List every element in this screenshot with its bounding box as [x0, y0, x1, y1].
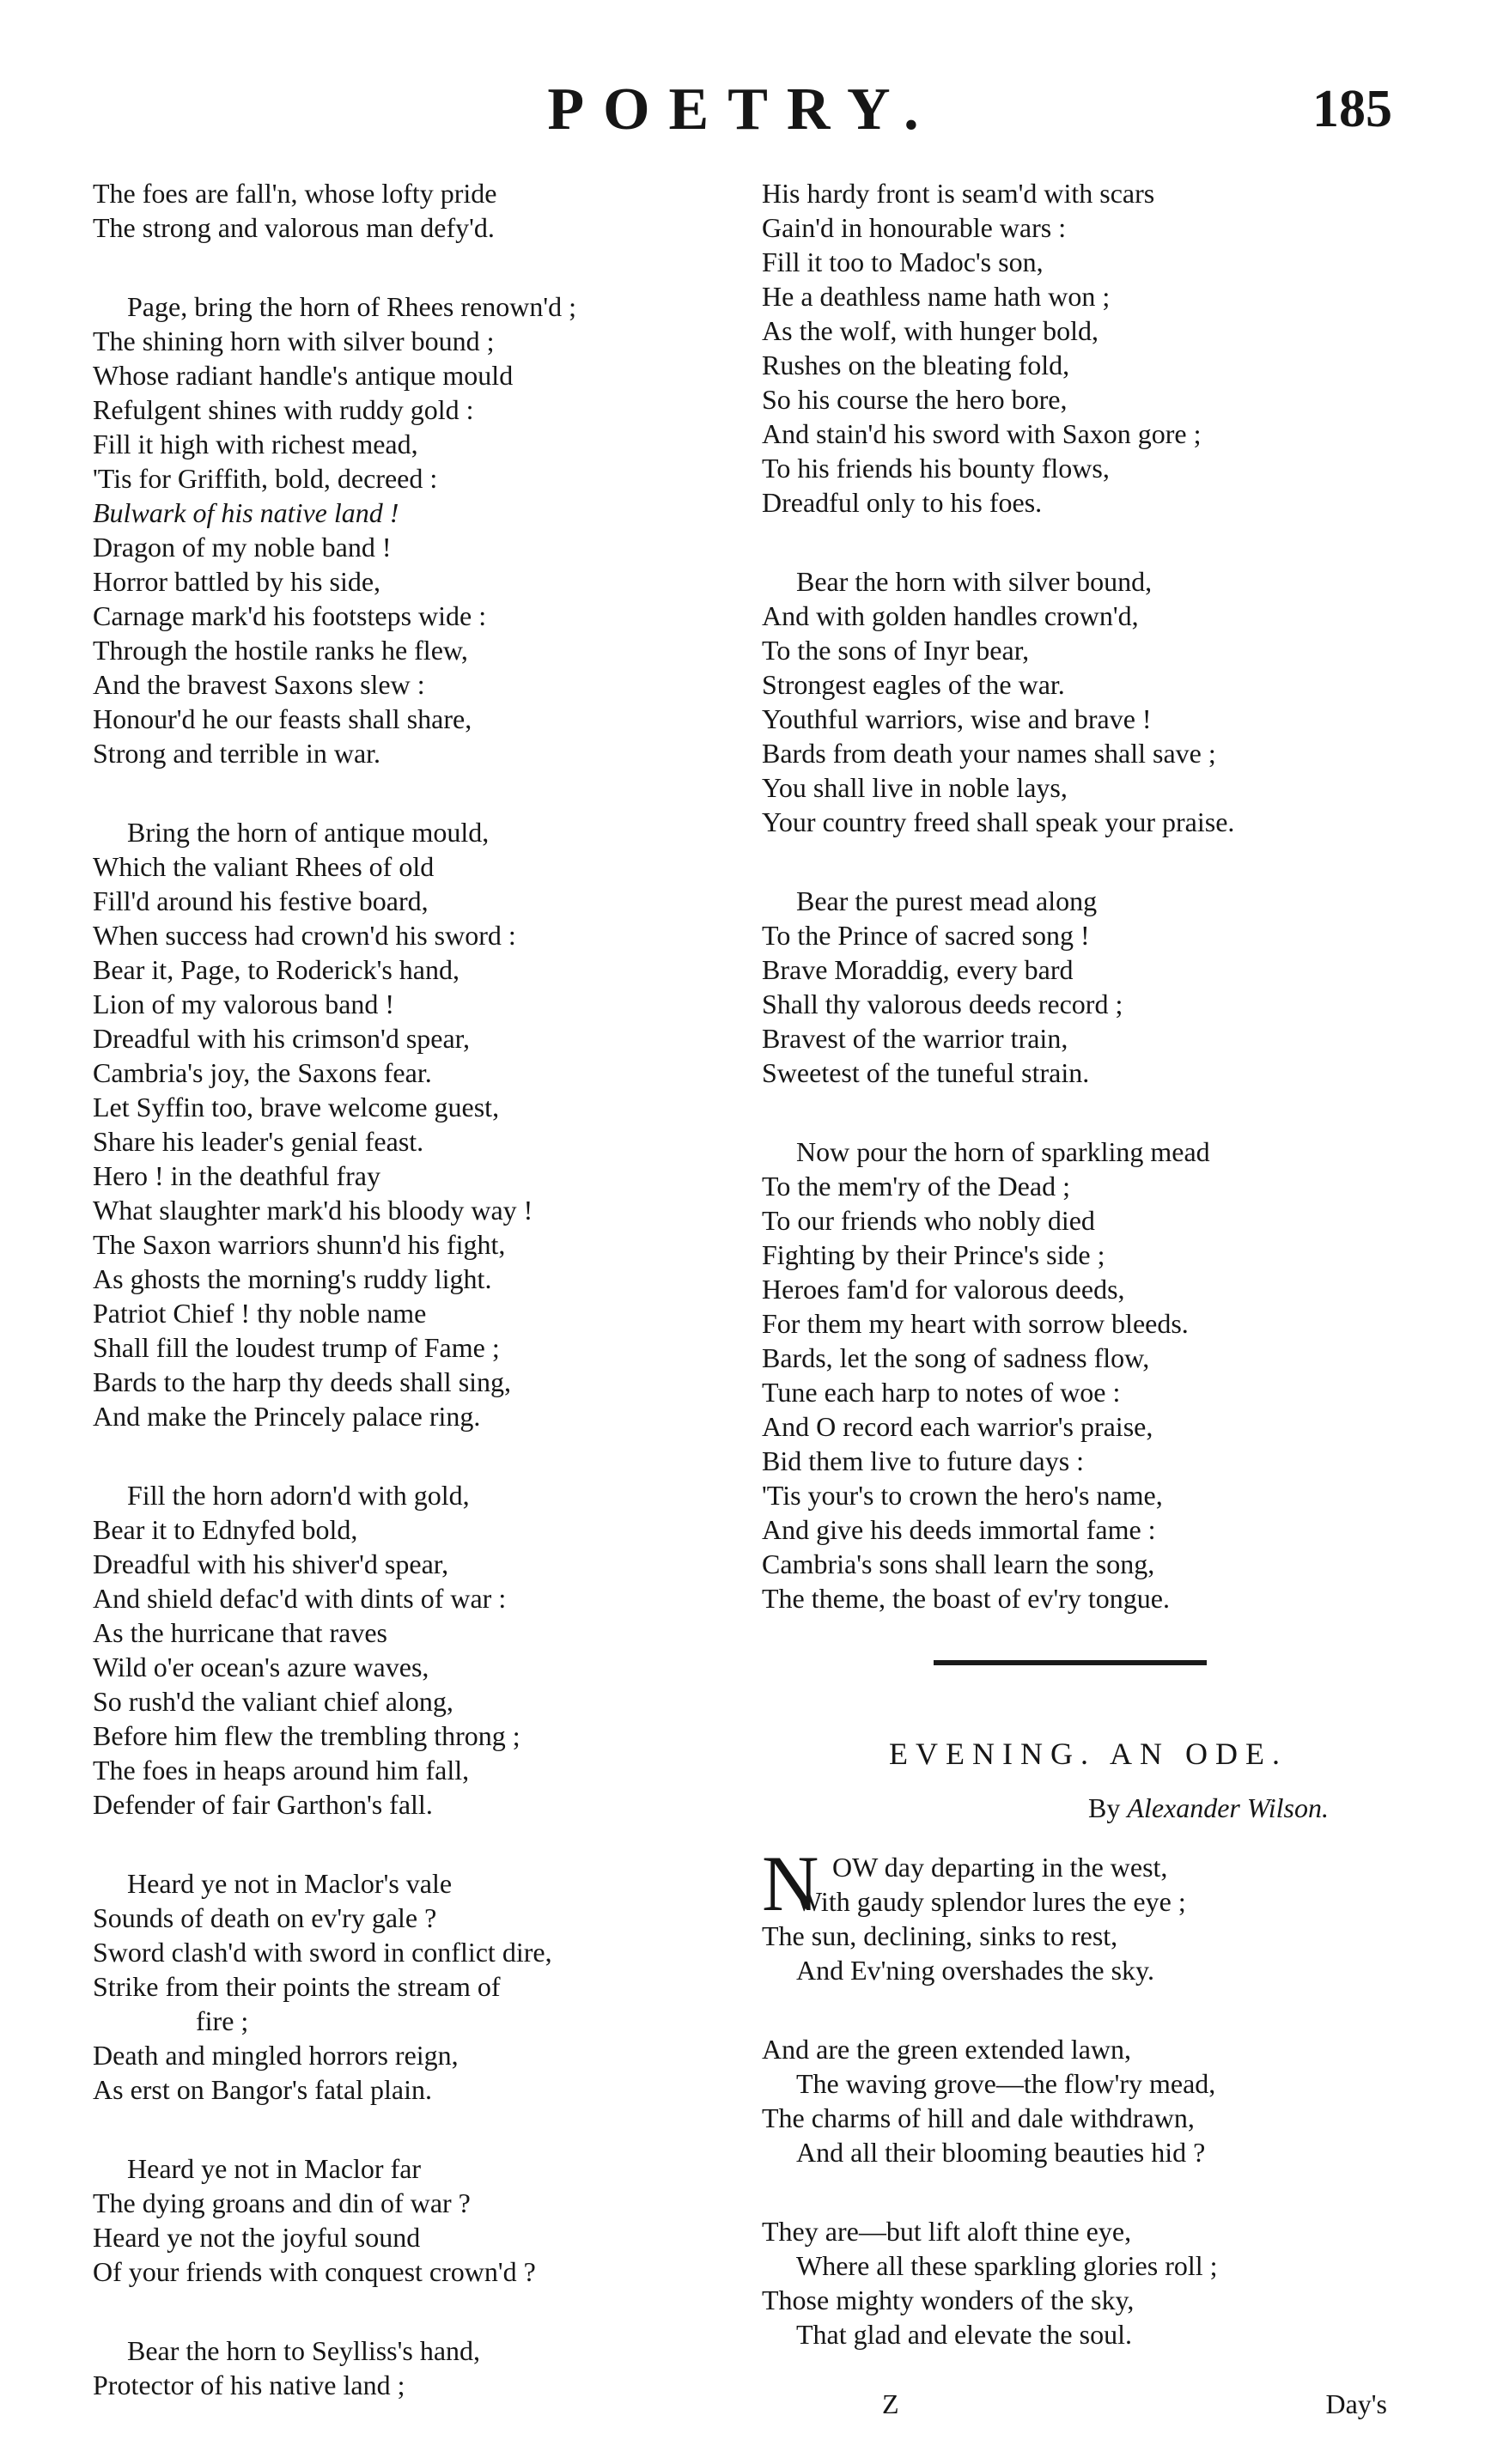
running-title: POETRY. — [547, 76, 938, 143]
verse-line: Defender of fair Garthon's fall. — [93, 1789, 433, 1820]
page-footer — [762, 2388, 1415, 2423]
verse-line: They are—but lift aloft thine eye, — [762, 2216, 1132, 2247]
verse-line: Those mighty wonders of the sky, — [762, 2285, 1135, 2315]
stanza — [93, 1478, 746, 1822]
verse-line: Shall fill the loudest trump of Fame ; — [93, 1332, 500, 1363]
verse-line: The foes are fall'n, whose lofty pride — [93, 178, 497, 209]
verse-line: Bear the purest mead along — [796, 885, 1098, 916]
verse-line: The waving grove—the flow'ry mead, — [796, 2068, 1216, 2099]
verse-line: Bear it, Page, to Roderick's hand, — [93, 954, 459, 985]
verse-line: Brave Moraddig, every bard — [762, 954, 1074, 985]
verse-line: Cambria's joy, the Saxons fear. — [93, 1057, 432, 1088]
byline-prefix: By — [1088, 1792, 1128, 1823]
verse-line: And shield defac'd with dints of war : — [93, 1583, 507, 1614]
verse-line: Cambria's sons shall learn the song, — [762, 1548, 1155, 1579]
verse-line: Hero ! in the deathful fray — [93, 1160, 380, 1191]
stanza — [93, 815, 746, 1433]
verse-line: Bards from death your names shall save ; — [762, 738, 1216, 769]
verse-line: Bid them live to future days : — [762, 1445, 1085, 1476]
verse-line: Dreadful with his shiver'd spear, — [93, 1548, 449, 1579]
verse-line-text: OW day departing in the west, — [832, 1852, 1168, 1883]
verse-line: And stain'd his sword with Saxon gore ; — [762, 418, 1202, 449]
verse-line: Bear the horn with silver bound, — [796, 566, 1153, 597]
verse-line: Fill it too to Madoc's son, — [762, 246, 1044, 277]
verse-line: Fighting by their Prince's side ; — [762, 1239, 1105, 1270]
stanza — [93, 1866, 746, 2107]
verse-line: As erst on Bangor's fatal plain. — [93, 2074, 433, 2105]
verse-line: As ghosts the morning's ruddy light. — [93, 1263, 492, 1294]
verse-line: So his course the hero bore, — [762, 384, 1068, 415]
ode-byline — [762, 1792, 1415, 1824]
verse-line: Heard ye not in Maclor far — [127, 2153, 422, 2184]
stanza — [762, 176, 1415, 520]
verse-line: To our friends who nobly died — [762, 1205, 1095, 1236]
stanza — [93, 176, 746, 245]
verse-line: Share his leader's genial feast. — [93, 1126, 424, 1157]
signature-mark: Z — [882, 2388, 899, 2419]
verse-line: And O record each warrior's praise, — [762, 1411, 1153, 1442]
verse-line: The shining horn with silver bound ; — [93, 325, 495, 356]
verse-line: Dreadful only to his foes. — [762, 487, 1043, 518]
verse-line: Death and mingled horrors reign, — [93, 2040, 459, 2071]
verse-line: Youthful warriors, wise and brave ! — [762, 703, 1152, 734]
verse-line: The theme, the boast of ev'ry tongue. — [762, 1583, 1170, 1614]
verse-line: Rushes on the bleating fold, — [762, 350, 1070, 380]
page-header — [0, 76, 1485, 153]
page-number: 185 — [1312, 80, 1392, 138]
verse-line: The Saxon warriors shunn'd his fight, — [93, 1229, 506, 1260]
stanza — [762, 564, 1415, 839]
verse-line: Dragon of my noble band ! — [93, 532, 392, 563]
verse-line: And with golden handles crown'd, — [762, 600, 1139, 631]
verse-line: And Ev'ning overshades the sky. — [796, 1955, 1154, 1986]
verse-line: Bards, let the song of sadness flow, — [762, 1342, 1150, 1373]
verse-line: The strong and valorous man defy'd. — [93, 212, 495, 243]
verse-line: Patriot Chief ! thy noble name — [93, 1298, 427, 1329]
verse-line: Wild o'er ocean's azure waves, — [93, 1652, 429, 1682]
verse-line: Honour'd he our feasts shall share, — [93, 703, 472, 734]
left-column — [93, 176, 746, 2447]
verse-line: The sun, declining, sinks to rest, — [762, 1920, 1118, 1951]
verse-line: Bring the horn of antique mould, — [127, 817, 490, 848]
verse-line: Sword clash'd with sword in conflict dire, — [93, 1937, 552, 1968]
verse-line: Heard ye not the joyful sound — [93, 2222, 421, 2253]
verse-line: The dying groans and din of war ? — [93, 2187, 471, 2218]
verse-line: Refulgent shines with ruddy gold : — [93, 394, 474, 425]
ode-body — [762, 1840, 1415, 2351]
verse-line: Tune each harp to notes of woe : — [762, 1377, 1121, 1408]
stanza — [762, 2214, 1415, 2351]
verse-line: Fill the horn adorn'd with gold, — [127, 1480, 470, 1511]
verse-line: Before him flew the trembling throng ; — [93, 1720, 520, 1751]
verse-line: Heroes fam'd for valorous deeds, — [762, 1274, 1125, 1305]
verse-line: With gaudy splendor lures the eye ; — [796, 1886, 1186, 1917]
verse-line: Page, bring the horn of Rhees renown'd ; — [127, 291, 576, 322]
verse-line: Whose radiant handle's antique mould — [93, 360, 514, 391]
ode-title: EVENING. AN ODE. — [889, 1737, 1287, 1771]
verse-line: Of your friends with conquest crown'd ? — [93, 2256, 536, 2287]
verse-line: 'Tis for Griffith, bold, decreed : — [93, 463, 438, 494]
verse-line: Strongest eagles of the war. — [762, 669, 1065, 700]
verse-line: The foes in heaps around him fall, — [93, 1755, 470, 1786]
verse-line: And are the green extended lawn, — [762, 2034, 1132, 2065]
verse-line: Heard ye not in Maclor's vale — [127, 1868, 453, 1899]
verse-line: As the hurricane that raves — [93, 1617, 387, 1648]
verse-line: Which the valiant Rhees of old — [93, 851, 435, 882]
ode-author: Alexander Wilson. — [1127, 1792, 1329, 1823]
verse-line: Fill it high with richest mead, — [93, 429, 418, 459]
verse-line: Carnage mark'd his footsteps wide : — [93, 600, 487, 631]
stanza — [93, 289, 746, 770]
verse-line: Bear the horn to Seylliss's hand, — [127, 2335, 481, 2366]
verse-line: Sounds of death on ev'ry gale ? — [93, 1902, 437, 1933]
verse-line: And the bravest Saxons slew : — [93, 669, 425, 700]
verse-line: Bear it to Ednyfed bold, — [93, 1514, 358, 1545]
section-rule — [934, 1660, 1207, 1665]
verse-line: fire ; — [196, 2005, 249, 2036]
verse-line: To the Prince of sacred song ! — [762, 920, 1090, 951]
verse-line: Dreadful with his crimson'd spear, — [93, 1023, 471, 1054]
verse-line: And give his deeds immortal fame : — [762, 1514, 1156, 1545]
stanza — [93, 2333, 746, 2402]
right-column — [762, 176, 1415, 2396]
verse-line: Where all these sparkling glories roll ; — [796, 2250, 1218, 2281]
verse-line: That glad and elevate the soul. — [796, 2319, 1132, 2350]
verse-line: The charms of hill and dale withdrawn, — [762, 2102, 1195, 2133]
stanza — [93, 2151, 746, 2289]
stanza — [762, 2032, 1415, 2169]
verse-line: What slaughter mark'd his bloody way ! — [93, 1195, 533, 1226]
verse-line: Strike from their points the stream of — [93, 1971, 501, 2002]
verse-line: And make the Princely palace ring. — [93, 1401, 481, 1432]
verse-line: He a deathless name hath won ; — [762, 281, 1111, 312]
verse-line: Lion of my valorous band ! — [93, 989, 395, 1019]
stanza — [762, 1840, 1415, 1987]
verse-line: Fill'd around his festive board, — [93, 885, 429, 916]
verse-line: 'Tis your's to crown the hero's name, — [762, 1480, 1163, 1511]
verse-line: Protector of his native land ; — [93, 2370, 405, 2400]
verse-line: Through the hostile ranks he flew, — [93, 635, 468, 666]
verse-line: Horror battled by his side, — [93, 566, 381, 597]
verse-line: You shall live in noble lays, — [762, 772, 1068, 803]
verse-line: Shall thy valorous deeds record ; — [762, 989, 1123, 1019]
verse-line: So rush'd the valiant chief along, — [93, 1686, 453, 1717]
catchword: Day's — [1325, 2388, 1387, 2419]
verse-line: Your country freed shall speak your praise. — [762, 806, 1235, 837]
verse-line: When success had crown'd his sword : — [93, 920, 516, 951]
verse-line: And all their blooming beauties hid ? — [796, 2137, 1206, 2168]
verse-line: To the mem'ry of the Dead ; — [762, 1171, 1070, 1202]
drop-cap: N — [762, 1840, 819, 1927]
verse-line: Sweetest of the tuneful strain. — [762, 1057, 1090, 1088]
verse-line: For them my heart with sorrow bleeds. — [762, 1308, 1189, 1339]
verse-line: As the wolf, with hunger bold, — [762, 315, 1099, 346]
verse-line: To the sons of Inyr bear, — [762, 635, 1030, 666]
verse-line: Bravest of the warrior train, — [762, 1023, 1068, 1054]
verse-line: Let Syffin too, brave welcome guest, — [93, 1092, 500, 1122]
verse-line: Strong and terrible in war. — [93, 738, 381, 769]
stanza — [762, 884, 1415, 1090]
verse-line: Bulwark of his native land ! — [93, 497, 399, 528]
stanza — [762, 1135, 1415, 1615]
verse-line: Bards to the harp thy deeds shall sing, — [93, 1366, 512, 1397]
verse-line: His hardy front is seam'd with scars — [762, 178, 1155, 209]
right-column-poem — [762, 176, 1415, 1615]
verse-line: Gain'd in honourable wars : — [762, 212, 1067, 243]
verse-line: To his friends his bounty flows, — [762, 453, 1110, 484]
verse-line: Now pour the horn of sparkling mead — [796, 1136, 1210, 1167]
